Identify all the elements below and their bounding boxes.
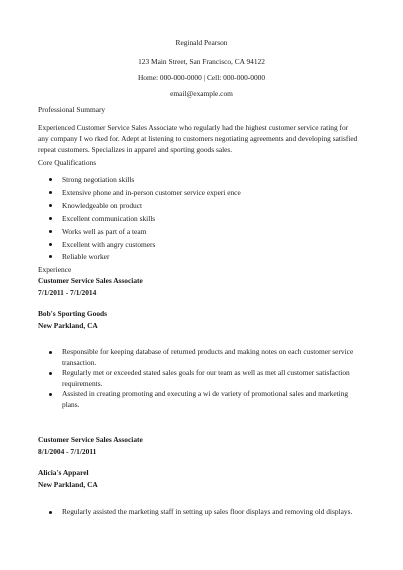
bullet-icon — [49, 191, 52, 194]
list-item: Responsible for keeping database of returned products and making notes on each customer service transaction. — [49, 347, 354, 368]
qualifications-list — [49, 174, 354, 264]
list-item: Regularly met or exceeded stated sales goals for our team as well as met all customer satisfaction requirements. — [49, 368, 354, 389]
job-dates: 7/1/2011 - 7/1/2014 — [38, 288, 97, 297]
job-company: Bob's Sporting Goods — [38, 309, 108, 318]
list-item: Reliable worker — [49, 251, 354, 264]
list-item: Extensive phone and in-person customer service experi ence — [49, 187, 354, 200]
summary-text: Experienced Customer Service Sales Associate who regularly had the highest customer service rating for any company I wo rked for. Adept at listening to customers negotiating agreements and developing satisfied repeat customers. Specializes in apparel and sporting goods sales. — [38, 123, 358, 154]
bullet-icon — [49, 217, 52, 220]
bullet-icon — [49, 255, 52, 258]
list-item: Works well as part of a team — [49, 226, 354, 239]
list-item: Assisted in creating promoting and executing a wi de variety of promotional sales and marketing plans. — [49, 389, 354, 410]
job-title: Customer Service Sales Associate — [38, 276, 143, 285]
phone-line: Home: 000-000-0000 | Cell: 000-000-0000 — [137, 73, 266, 82]
job-dates: 8/1/2004 - 7/1/2011 — [38, 447, 97, 456]
experience-heading: Experience — [38, 265, 72, 274]
list-item: Strong negotiation skills — [49, 174, 354, 187]
bullet-icon — [49, 243, 52, 246]
qualifications-heading: Core Qualifications — [38, 158, 97, 167]
bullet-icon — [49, 351, 52, 354]
job-title: Customer Service Sales Associate — [38, 435, 143, 444]
job-location: New Parkland, CA — [38, 480, 98, 489]
bullet-icon — [49, 372, 52, 375]
bullet-icon — [49, 393, 52, 396]
list-item: Excellent communication skills — [49, 213, 354, 226]
list-item: Regularly assisted the marketing staff in setting up sales floor displays and removing old displays. — [49, 507, 354, 518]
job-duties-list — [49, 507, 354, 518]
bullet-icon — [49, 511, 52, 514]
job-duties-list — [49, 347, 354, 411]
bullet-icon — [49, 230, 52, 233]
address-line: 123 Main Street, San Francisco, CA 94122 — [138, 57, 265, 66]
job-location: New Parkland, CA — [38, 321, 98, 330]
list-item: Excellent with angry customers — [49, 239, 354, 252]
list-item: Knowledgeable on product — [49, 200, 354, 213]
email-line: email@example.com — [170, 89, 233, 98]
bullet-icon — [49, 178, 52, 181]
summary-heading: Professional Summary — [38, 105, 106, 114]
candidate-name: Reginald Pearson — [175, 38, 228, 47]
bullet-icon — [49, 204, 52, 207]
job-company: Alicia's Apparel — [38, 468, 89, 477]
